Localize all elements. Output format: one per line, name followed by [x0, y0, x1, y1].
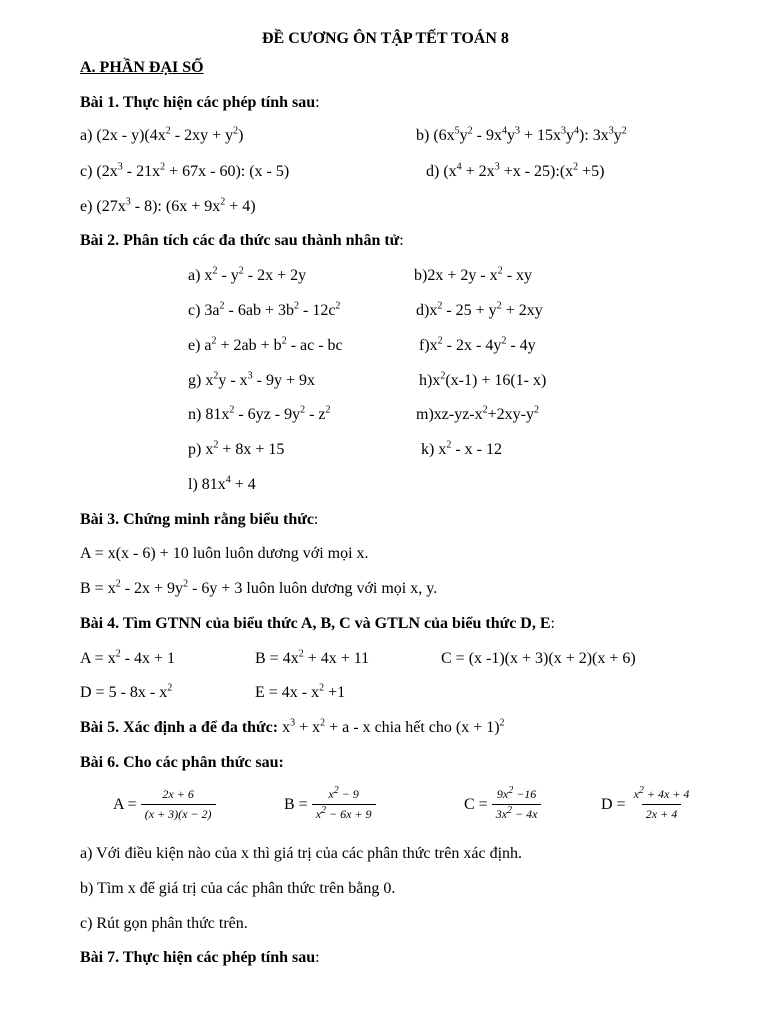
- exercise-2f: $f)x^2 - 2x - 4y^2 - 4y$: [419, 335, 536, 354]
- exercise-4-expression-e: $E = 4x - x^2 +1$: [255, 682, 346, 701]
- exercise-2-heading: Bài 2. Phân tích các đa thức sau thành nhân tử:: [80, 232, 404, 249]
- exercise-6c: c) Rút gọn phân thức trên.: [80, 915, 248, 932]
- exercise-1a: a) $(2x - y)(4x^2 - 2xy + y^2)$: [80, 125, 244, 144]
- fraction-b: B = $\frac{x^2 - 9}{x^2 - 6x + 9}$: [284, 787, 376, 822]
- exercise-1b: b) $(6x^5y^2 - 9x^4y^3 + 15x^3y^4)$: $3x^3y^2$: [416, 125, 627, 144]
- exercise-3-expression-b: $B = x^2 - 2x + 9y^2 - 6y + 3$ luôn luôn dương với mọi x, y.: [80, 578, 438, 597]
- exercise-6b: b) Tìm x để giá trị của các phân thức trên bằng 0.: [80, 880, 396, 897]
- exercise-6a: a) Với điều kiện nào của x thì giá trị của các phân thức trên xác định.: [80, 845, 523, 862]
- exercise-2d: $d)x^2 - 25 + y^2 + 2xy$: [416, 300, 543, 319]
- exercise-2k: k) $x^2$ - x - 12: [421, 439, 502, 458]
- exercise-4-expression-d: $D = 5 - 8x - x^2$: [80, 682, 173, 701]
- exercise-2p: p) $x^2 + 8x + 15$: [188, 439, 285, 458]
- exercise-2l: l) $81x^4 + 4$: [188, 474, 256, 493]
- exercise-4-heading: Bài 4. Tìm GTNN của biểu thức A, B, C và GTLN của biểu thức D, E:: [80, 615, 555, 632]
- exercise-2a: a) $x^2 - y^2 - 2x + 2y$: [188, 265, 307, 284]
- fraction-a: A = $\frac{2x + 6}{(x + 3)(x - 2)}$: [113, 787, 216, 822]
- exercise-1d: d) ($x^4 + 2x^3 +x$ - $25):(x^2 +5)$: [426, 161, 605, 180]
- document-title: ĐỀ CƯƠNG ÔN TẬP TẾT TOÁN 8: [262, 30, 509, 47]
- exercise-6-heading: Bài 6. Cho các phân thức sau:: [80, 754, 284, 771]
- exercise-3-expression-a: A = x(x - 6) + 10 luôn luôn dương với mọi x.: [80, 545, 369, 562]
- exercise-1-heading: Bài 1. Thực hiện các phép tính sau:: [80, 94, 320, 111]
- exercise-4-expression-b: $B = 4x^2 + 4x + 11$: [255, 648, 370, 667]
- exercise-7-heading: Bài 7. Thực hiện các phép tính sau:: [80, 949, 320, 966]
- exercise-1c: c) $(2x^3 - 21x^2 + 67x - 60)$: (x - 5): [80, 161, 290, 180]
- exercise-2g: g) $x^2y - x^3 - 9y + 9x$: [188, 370, 316, 389]
- exercise-2m: $m)xz-yz-x^2+2xy-y^2$: [416, 404, 539, 423]
- exercise-3-heading: Bài 3. Chứng minh rằng biểu thức:: [80, 511, 319, 528]
- exercise-5: Bài 5. Xác định a để đa thức: $x^3 + x^2 + a - x$ chia hết cho $(x + 1)^2$: [80, 717, 505, 736]
- exercise-2n: n) $81x^2 - 6yz - 9y^2 - z^2$: [188, 404, 331, 423]
- exercise-4-expression-a: $A = x^2 - 4x + 1$: [80, 648, 176, 667]
- exercise-2e: e) $a^2 + 2ab + b^2$ - ac - bc: [188, 335, 343, 354]
- exercise-1e: e) $(27x^3 - 8)$: $(6x + 9x^2 + 4)$: [80, 196, 256, 215]
- fraction-c: C = $\frac{9x^2 -16}{3x^2 - 4x}$: [464, 787, 541, 822]
- exercise-2c: c) $3a^2 - 6ab + 3b^2 - 12c^2$: [188, 300, 341, 319]
- exercise-2b: $b)2x + 2y - x^2$ - xy: [414, 265, 533, 284]
- exercise-2h: $h)x^2(x-1) + 16(1-$ x): [419, 370, 547, 389]
- section-heading-algebra: A. PHẦN ĐẠI SỐ: [80, 59, 204, 76]
- exercise-4-expression-c: C = (x -1)(x + 3)(x + 2)(x + 6): [441, 650, 636, 667]
- fraction-d: D = $\frac{x^2 + 4x + 4}{2x + 4}$: [601, 785, 690, 821]
